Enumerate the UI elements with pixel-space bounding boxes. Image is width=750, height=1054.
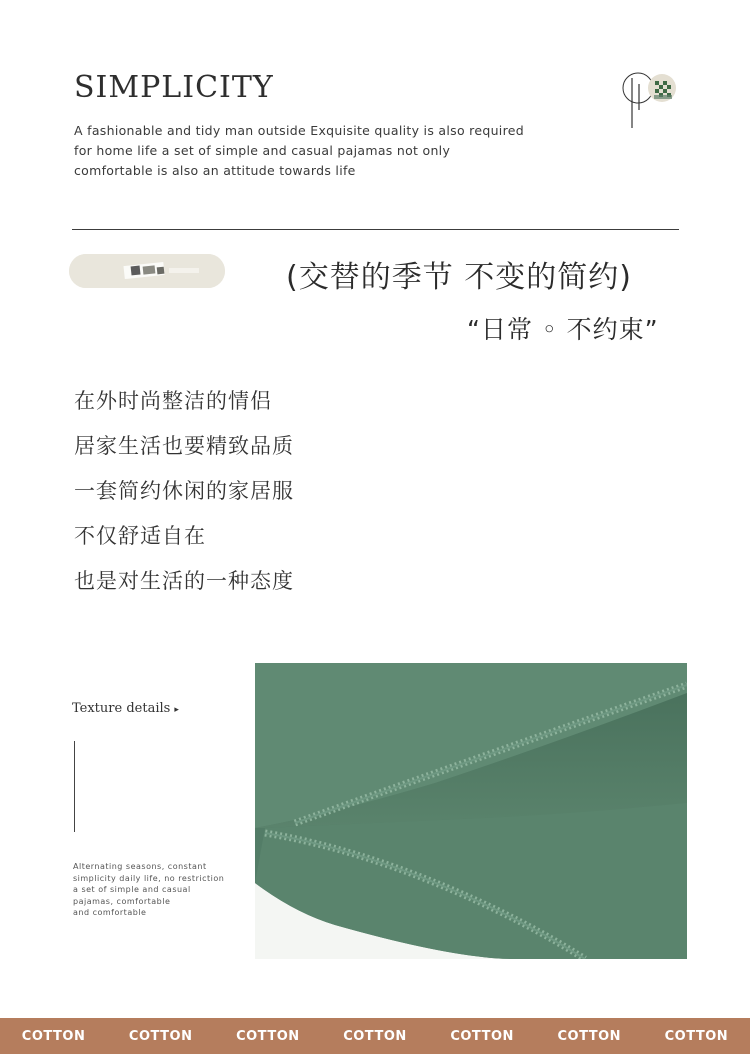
description-line: and comfortable [73,908,147,918]
vertical-divider [74,741,75,832]
section-heading: (交替的季节 不变的简约) [286,260,632,295]
footer-label: COTTON [236,1028,300,1044]
intro-line: A fashionable and tidy man outside Exquisite quality is also required [74,123,524,138]
poem-block [74,379,294,604]
poem-line: 居家生活也要精致品质 [74,434,294,458]
footer-band [0,1018,750,1054]
footer-label: COTTON [450,1028,514,1044]
texture-details-text: Texture details [72,701,171,716]
photo-pill [69,254,225,288]
arrow-right-icon: ▸ [174,705,179,715]
brand-logo-icon [614,64,684,130]
footer-label: COTTON [343,1028,407,1044]
poem-line: 在外时尚整洁的情侣 [74,389,272,413]
description-line: Alternating seasons, constant [73,862,207,871]
divider [72,229,679,230]
section-subheading: “日常 ◦ 不约束” [467,315,659,344]
poem-line: 一套简约休闲的家居服 [74,479,294,503]
description-line: pajamas, comfortable [73,896,171,906]
poem-line: 不仅舒适自在 [74,524,206,548]
fabric-texture-photo [255,663,687,959]
description-line: a set of simple and casual [73,885,191,895]
intro-line: comfortable is also an attitude towards life [74,163,356,178]
footer-label: COTTON [128,1028,193,1044]
footer-label: COTTON [664,1028,729,1044]
poem-line: 也是对生活的一种态度 [74,569,294,593]
footer-label: COTTON [21,1028,86,1044]
intro-text [74,121,594,181]
page-title: SIMPLICITY [74,70,274,105]
intro-line: for home life a set of simple and casual pajamas not only [74,143,451,158]
texture-description [73,861,224,919]
photo-pill-image [69,254,225,288]
texture-details-label [72,701,179,716]
description-line: simplicity daily life, no restriction [73,873,225,883]
footer-label: COTTON [557,1028,622,1044]
